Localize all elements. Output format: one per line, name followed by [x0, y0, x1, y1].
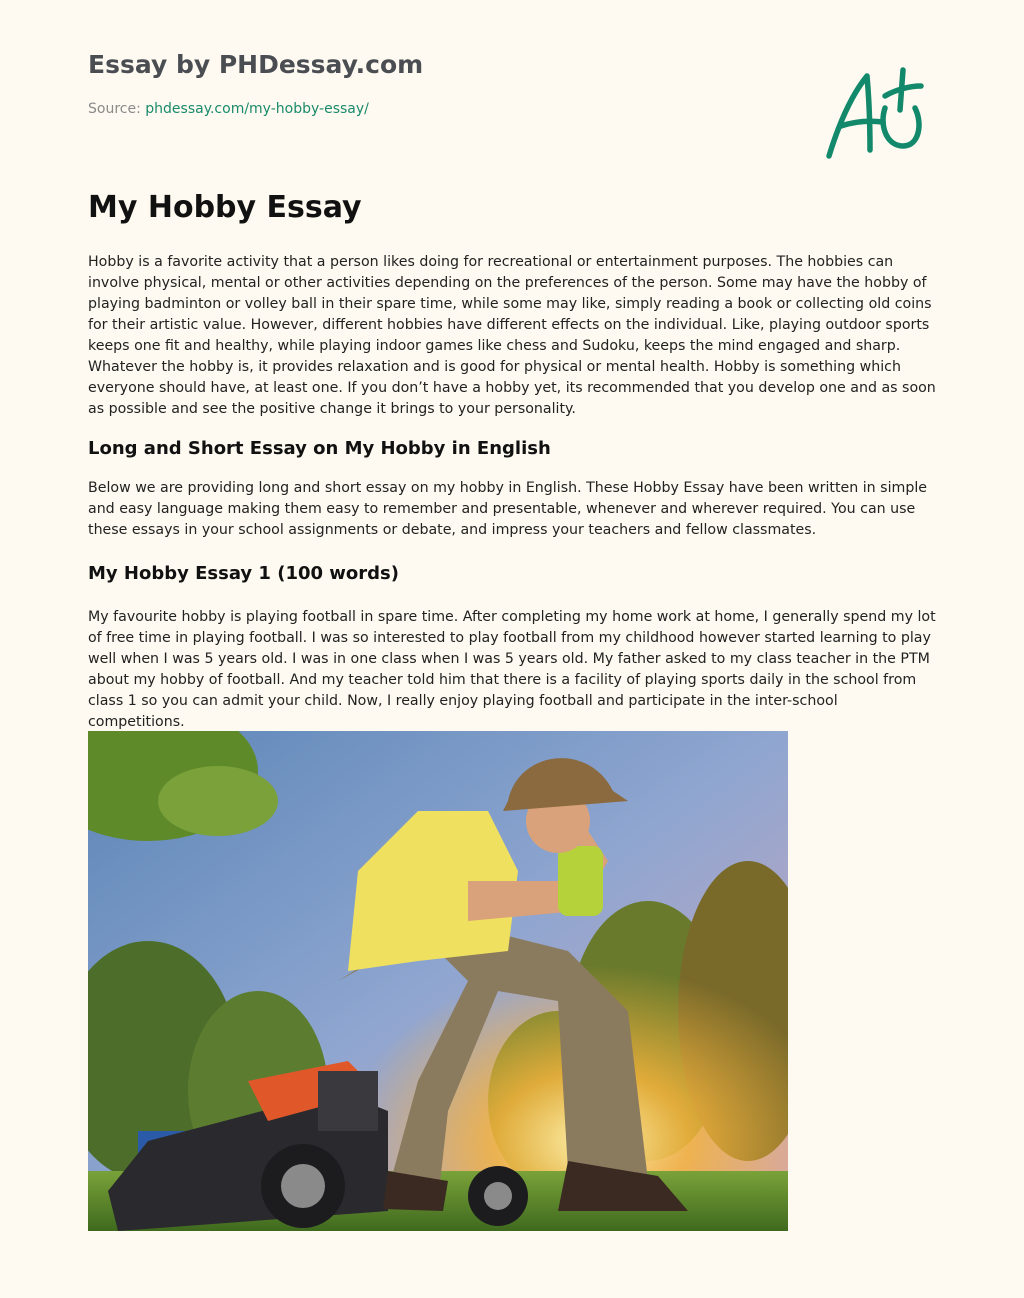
essay1-paragraph: My favourite hobby is playing football in spare time. After completing my home work at home, I generally spend my lot of free time in playing football. I was so interested to play football from my childhood however started learning to play well when I was 5 years old. I was in one class when I was 5 years old. My father asked to my class teacher in the PTM about my hobby of football. And my teacher told him that there is a facility of playing sports daily in the school from class 1 so you can admit your child. Now, I really enjoy playing football and participate in the inter-school competitions. [88, 609, 936, 730]
essay-title: My Hobby Essay [88, 190, 362, 225]
source-label: Source: [88, 101, 141, 117]
section-heading: Long and Short Essay on My Hobby in English [88, 438, 551, 459]
brand-title: Essay by PHDessay.com [88, 50, 424, 79]
source-link[interactable]: phdessay.com/my-hobby-essay/ [145, 101, 369, 117]
section-paragraph: Below we are providing long and short essay on my hobby in English. These Hobby Essay have been written in simple and easy language making them easy to remember and presentable, whenever and wherever required. You can use these essays in your school assignments or debate, and impress your teachers and fellow classmates. [88, 480, 928, 538]
intro-paragraph: Hobby is a favorite activity that a person likes doing for recreational or entertainment purposes. The hobbies can involve physical, mental or other activities depending on the preferences of the person. Some may have the hobby of playing badminton or volley ball in their spare time, while some may like, simply reading a book or collecting old coins for their artistic value. However, different hobbies have different effects on the individual. Like, playing outdoor sports keeps one fit and healthy, while playing indoor games like chess and Sudoku, keeps the mind engaged and sharp. Whatever the hobby is, it provides relaxation and is good for physical or mental health. Hobby is something which everyone should have, at least one. If you don’t have a hobby yet, its recommended that you develop one and as soon as possible and see the positive change it brings to your personality. [88, 254, 936, 417]
hobby-photo [88, 731, 788, 1231]
source-line [88, 101, 369, 117]
essay1-heading: My Hobby Essay 1 (100 words) [88, 563, 399, 584]
lawn-mower-man-illustration [88, 731, 788, 1231]
a-plus-logo-icon [823, 64, 928, 160]
